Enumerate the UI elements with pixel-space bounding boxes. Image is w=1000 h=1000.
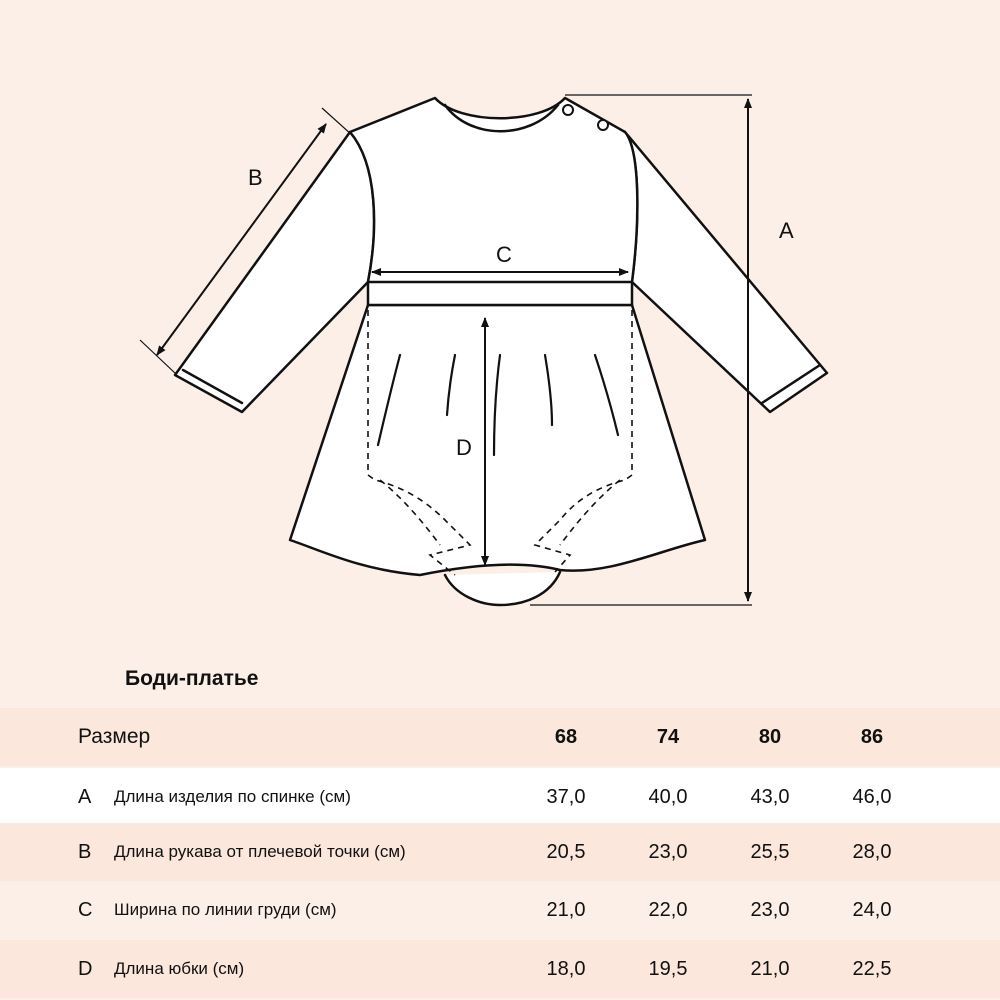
table-row [0,768,1000,826]
row-value: 23,0 [648,840,688,863]
row-value: 20,5 [546,840,586,863]
product-title: Боди-платье [125,667,259,690]
table-row [0,881,1000,939]
row-letter: A [78,785,92,808]
right-sleeve [625,132,827,412]
left-sleeve [175,132,374,412]
shoulder-button-1 [563,105,573,115]
row-value: 40,0 [648,785,688,808]
size-86: 86 [860,725,884,748]
row-value: 21,0 [750,957,790,980]
dim-label-b: B [248,165,263,190]
row-label: Длина изделия по спинке (см) [114,787,351,806]
row-value: 46,0 [852,785,892,808]
row-value: 43,0 [750,785,790,808]
row-value: 18,0 [546,957,586,980]
dim-label-d: D [456,435,472,460]
row-label: Длина рукава от плечевой точки (см) [114,842,406,861]
row-value: 22,0 [648,898,688,921]
dim-b-ext-bottom [140,340,176,374]
size-80: 80 [758,725,782,748]
row-value: 23,0 [750,898,790,921]
size-74: 74 [656,725,680,748]
row-label: Длина юбки (см) [114,959,245,978]
dim-label-a: A [779,218,794,243]
row-value: 25,5 [750,840,790,863]
size-header-label: Размер [78,725,151,748]
dim-b-ext-top [322,108,352,135]
row-value: 22,5 [852,957,892,980]
skirt [290,305,705,575]
row-value: 37,0 [546,785,586,808]
row-label: Ширина по линии груди (см) [114,900,337,919]
table-row [0,823,1000,881]
shoulder-button-2 [598,120,608,130]
bodice [350,98,637,305]
row-letter: B [78,840,92,863]
table-row [0,940,1000,998]
table-header-row [0,708,1000,766]
row-value: 28,0 [852,840,892,863]
bodysuit-bottom [445,572,560,605]
row-letter: C [78,898,93,921]
size-68: 68 [554,725,578,748]
row-value: 21,0 [546,898,586,921]
row-letter: D [78,957,93,980]
dim-label-c: C [496,242,512,267]
row-value: 24,0 [852,898,892,921]
row-value: 19,5 [648,957,688,980]
